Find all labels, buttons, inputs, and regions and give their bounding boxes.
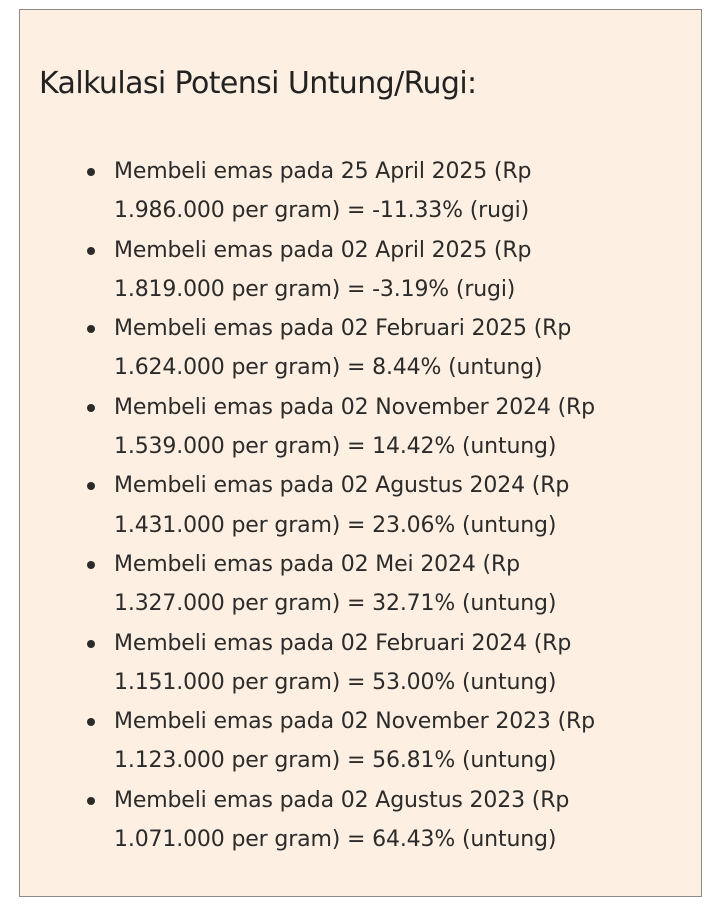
item-line-1: Membeli emas pada 25 April 2025 (Rp <box>114 159 532 184</box>
list-item <box>114 388 674 467</box>
list-item <box>114 624 674 703</box>
item-line-1: Membeli emas pada 02 Agustus 2024 (Rp <box>114 473 570 499</box>
list-item <box>114 309 674 388</box>
list-item <box>114 152 674 231</box>
item-line-2: 1.624.000 per gram) = 8.44% (untung) <box>114 355 543 381</box>
item-line-2: 1.071.000 per gram) = 64.43% (untung) <box>114 827 557 853</box>
calculation-card <box>19 9 702 897</box>
list-item <box>114 781 674 860</box>
list-item <box>114 545 674 624</box>
item-line-1: Membeli emas pada 02 April 2025 (Rp <box>114 237 532 263</box>
item-line-2: 1.431.000 per gram) = 23.06% (untung) <box>114 512 557 538</box>
item-line-2: 1.539.000 per gram) = 14.42% (untung) <box>114 434 557 460</box>
item-line-2: 1.819.000 per gram) = -3.19% (rugi) <box>114 276 516 302</box>
bullet-icon <box>87 404 95 412</box>
item-line-1: Membeli emas pada 02 November 2024 (Rp <box>114 394 595 420</box>
bullet-icon <box>87 718 95 726</box>
item-line-2: 1.327.000 per gram) = 32.71% (untung) <box>114 591 557 617</box>
item-line-2: 1.123.000 per gram) = 56.81% (untung) <box>114 748 557 774</box>
list-item <box>114 702 674 781</box>
bullet-icon <box>87 482 95 490</box>
list-item <box>114 231 674 310</box>
item-line-1: Membeli emas pada 02 Mei 2024 (Rp <box>114 551 520 577</box>
item-line-2: 1.986.000 per gram) = -11.33% (rugi) <box>114 198 530 224</box>
bullet-icon <box>87 797 95 805</box>
item-line-1: Membeli emas pada 02 November 2023 (Rp <box>114 709 595 735</box>
list-item <box>114 466 674 545</box>
item-line-2: 1.151.000 per gram) = 53.00% (untung) <box>114 669 557 695</box>
item-line-1: Membeli emas pada 02 Februari 2025 (Rp <box>114 316 572 342</box>
bullet-icon <box>87 247 95 255</box>
bullet-icon <box>87 168 95 176</box>
bullet-icon <box>87 640 95 648</box>
bullet-icon <box>87 325 95 333</box>
item-line-1: Membeli emas pada 02 Februari 2024 (Rp <box>114 630 572 656</box>
bullet-icon <box>87 561 95 569</box>
calculation-list <box>114 152 674 859</box>
section-heading: Kalkulasi Potensi Untung/Rugi: <box>39 66 477 101</box>
item-line-1: Membeli emas pada 02 Agustus 2023 (Rp <box>114 787 570 813</box>
